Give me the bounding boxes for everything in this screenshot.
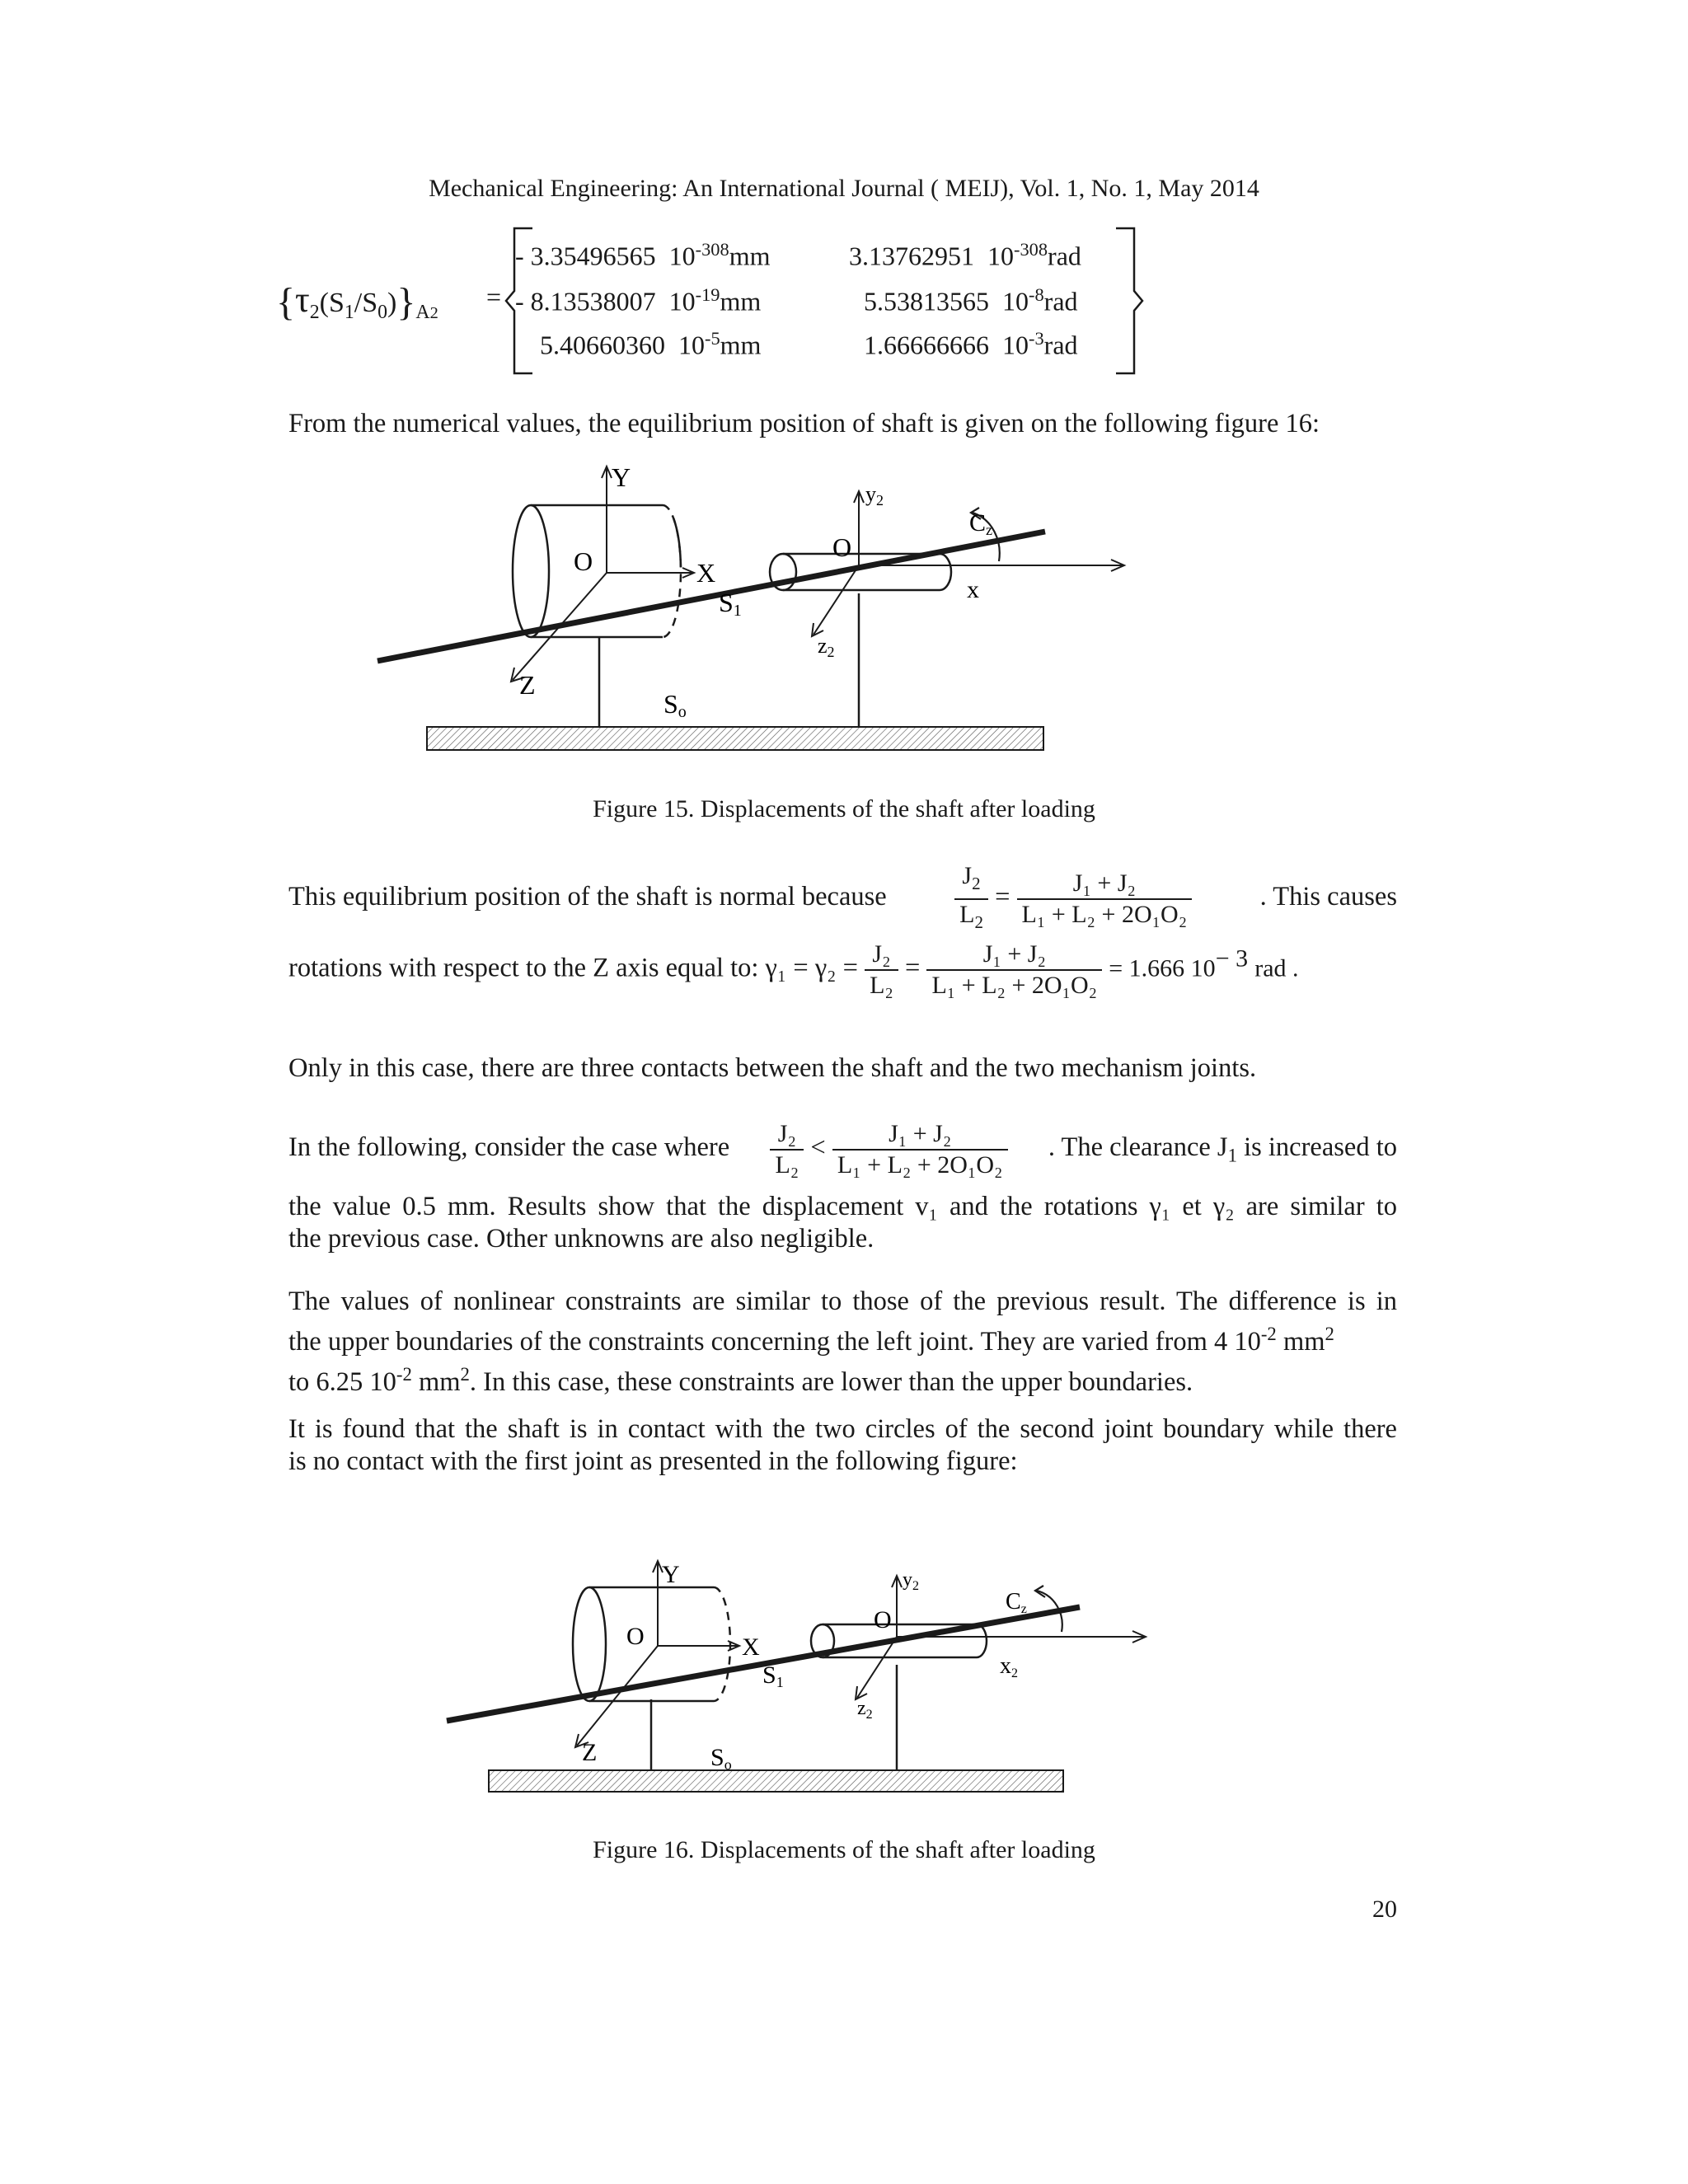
p5-end-a: . The clearance J: [1048, 1132, 1228, 1163]
right-bearing-back: [977, 1624, 987, 1657]
p6-line3-b: mm: [418, 1366, 461, 1397]
r1c1-unit: mm: [729, 241, 771, 271]
p5-end-sub: 1: [1227, 1145, 1237, 1166]
p3-unit: rad .: [1254, 954, 1299, 982]
lhs-args: (S: [319, 288, 345, 318]
r1c2-exp: -308: [1014, 239, 1048, 260]
left-bearing-front: [513, 505, 549, 637]
paragraph-contact-second-joint: [288, 1413, 1397, 1478]
p2-frac1-den-sub: 2: [974, 912, 983, 932]
lhs-A-sub: 2: [429, 303, 438, 322]
label-y2: y2: [865, 482, 884, 509]
p3-result-exp: − 3: [1215, 944, 1249, 972]
label-So: So: [710, 1744, 732, 1773]
label-Cz: Cz: [969, 509, 993, 538]
p2-start: This equilibrium position of the shaft is normal because: [288, 882, 887, 912]
matrix-row-1-col-2: [849, 239, 1081, 272]
p5-frac1: [770, 1119, 804, 1180]
shaft: [377, 532, 1045, 661]
page-number: 20: [1372, 1896, 1397, 1923]
r2c1-exp: -19: [695, 284, 720, 305]
lhs-brace-open: {: [276, 280, 296, 324]
paragraph-following-case-rest: [288, 1191, 1397, 1255]
p2-frac2: [1017, 869, 1193, 930]
lhs-brace-close: }: [396, 280, 416, 324]
figure-16-caption: Figure 16. Displacements of the shaft after loading: [593, 1836, 1095, 1863]
r3c1-unit: mm: [720, 330, 762, 360]
p2-frac1: [954, 861, 988, 937]
label-S1: S1: [762, 1661, 784, 1690]
p6-line3: [288, 1358, 1397, 1399]
lhs-tau: τ: [295, 279, 310, 320]
p7-line2: is no contact with the first joint as presented in the following figure:: [288, 1446, 1018, 1476]
lhs-args-sub1: 1: [344, 301, 354, 323]
paragraph-normal-because: [288, 861, 1397, 932]
label-y2: $y_2$: [903, 1569, 919, 1593]
torsor-equation: [0, 0, 1688, 387]
r1c1-exp: -308: [695, 239, 729, 260]
p5-frac1-den: L₂: [775, 1151, 799, 1179]
p5-frac2-num: J₁ + J₂: [832, 1119, 1008, 1151]
r2c1-base: 10: [668, 286, 696, 316]
matrix-row-3-col-1: [540, 328, 761, 361]
paragraph-following-case-line1: [288, 1119, 1397, 1185]
r3c1-mantissa: 5.40660360: [540, 330, 665, 360]
label-X: X: [696, 558, 716, 588]
matrix-row-2-col-1: [515, 284, 761, 317]
p5-start: In the following, consider the case where: [288, 1132, 730, 1163]
p2-formula: [954, 861, 1192, 937]
p2-frac1-num-sub: 2: [972, 874, 981, 893]
right-bearing-back: [940, 554, 951, 590]
lhs-args-mid: /S: [354, 288, 378, 318]
p6-line2-b: mm: [1282, 1326, 1325, 1357]
p2-frac2-den: L₁ + L₂ + 2O₁O₂: [1021, 901, 1188, 928]
p3-eq: =: [905, 953, 921, 983]
p3-result: = 1.666 10: [1109, 954, 1216, 982]
lhs-args-sub0: 0: [377, 301, 388, 323]
paragraph-rotations: [288, 940, 1397, 1010]
r3c2-base: 10: [1002, 330, 1029, 360]
p6-line3-c: . In this case, these constraints are lower than the upper boundaries.: [469, 1366, 1193, 1397]
label-x: x: [967, 576, 979, 603]
r3c1-base: 10: [678, 330, 705, 360]
label-X: X: [742, 1633, 760, 1661]
left-bearing-back-solid: [663, 505, 681, 637]
label-O1: O: [574, 546, 593, 576]
r2c1-mantissa: - 8.13538007: [515, 286, 656, 316]
p6-line2-exp: -2: [1260, 1324, 1277, 1344]
lhs-close: ): [387, 288, 397, 318]
p3-frac1-den: L₂: [870, 972, 893, 999]
label-z2: z2: [818, 634, 835, 660]
r3c1-exp: -5: [705, 328, 720, 349]
running-header: Mechanical Engineering: An International Journal ( MEIJ), Vol. 1, No. 1, May 2014: [429, 175, 1259, 202]
r1c1-base: 10: [668, 241, 696, 271]
p5-line2: the value 0.5 mm. Results show that the displacement v₁ and the rotations γ₁ et γ₂ are similar to: [288, 1192, 1397, 1221]
label-O2: O: [874, 1606, 892, 1633]
label-Y: Y: [612, 462, 631, 492]
lhs-tau-sub: 2: [309, 301, 320, 323]
p5-formula: [770, 1119, 1007, 1180]
p5-frac2: [832, 1119, 1008, 1180]
r2c1-unit: mm: [720, 286, 762, 316]
label-Z: Z: [519, 670, 536, 700]
p7-line1: It is found that the shaft is in contact with the two circles of the second joint boundary while there: [288, 1414, 1397, 1444]
p6-line2-a: the upper boundaries of the constraints concerning the left joint. They are varied from 4 10: [288, 1326, 1261, 1357]
label-Y: Y: [662, 1561, 680, 1588]
p3-frac2-den: L₁ + L₂ + 2O₁O₂: [931, 972, 1098, 999]
p5-frac2-den: L₁ + L₂ + 2O₁O₂: [837, 1151, 1003, 1179]
left-bearing-back: [663, 505, 681, 637]
label-Z: Z: [582, 1739, 598, 1766]
p6-line3-exp: -2: [396, 1363, 412, 1385]
matrix-row-1-col-1: [515, 239, 770, 272]
figure-16-diagram: [429, 1549, 1170, 1813]
left-bearing-front: [573, 1587, 606, 1701]
p2-eq: =: [995, 882, 1010, 912]
p6-line2: [288, 1318, 1397, 1358]
r2c2-exp: -8: [1029, 284, 1044, 305]
p2-end: . This causes: [1259, 882, 1397, 912]
p6-line3-a: to 6.25 10: [288, 1366, 396, 1397]
ground-plate: [489, 1770, 1063, 1792]
label-S1: S1: [719, 588, 742, 620]
r2c2-mantissa: 5.53813565: [864, 286, 989, 316]
r2c2-unit: rad: [1043, 286, 1078, 316]
r3c2-mantissa: 1.66666666: [864, 330, 989, 360]
label-O1: O: [626, 1623, 645, 1650]
p5-line3: the previous case. Other unknowns are also negligible.: [288, 1224, 874, 1254]
torsor-lhs: [276, 279, 438, 325]
p5-frac1-num: J₂: [770, 1119, 804, 1151]
torsor-equals: =: [486, 282, 502, 312]
matrix-row-3-col-2: [864, 328, 1078, 361]
p3-frac1: [865, 940, 898, 1001]
ground-plate: [427, 727, 1043, 750]
figure-15-caption: Figure 15. Displacements of the shaft after loading: [593, 795, 1095, 823]
p6-line3-exp2: 2: [460, 1363, 470, 1385]
matrix-right-brace: [1113, 227, 1146, 375]
paragraph-intro-figure: From the numerical values, the equilibrium position of shaft is given on the following figure 16:: [288, 409, 1320, 438]
r2c2-base: 10: [1002, 286, 1029, 316]
p3-frac1-num: J₂: [865, 940, 898, 971]
label-x2: x2: [1000, 1653, 1018, 1680]
left-bearing-back: [714, 1587, 730, 1701]
label-So: So: [663, 689, 687, 721]
r1c1-mantissa: - 3.35496565: [515, 241, 656, 271]
p3-start: rotations with respect to the Z axis equal to:: [288, 953, 759, 983]
p5-end-b: is increased to: [1244, 1132, 1397, 1163]
p2-frac1-num: J: [962, 862, 973, 889]
label-z2: $z_2$: [857, 1698, 873, 1722]
figure-15-diagram: [363, 462, 1146, 758]
r3c2-unit: rad: [1043, 330, 1078, 360]
r1c2-base: 10: [987, 241, 1014, 271]
label-O2: O: [832, 532, 852, 562]
r3c2-exp: -3: [1029, 328, 1044, 349]
p6-line2-exp2: 2: [1325, 1324, 1334, 1344]
paragraph-three-contacts: Only in this case, there are three contacts between the shaft and the two mechanism joints.: [288, 1053, 1257, 1083]
label-Cz: Cz: [1006, 1589, 1027, 1616]
p2-frac1-den: L: [959, 901, 975, 928]
p6-line1: The values of nonlinear constraints are similar to those of the previous result. The difference is in: [288, 1286, 1397, 1316]
lhs-A: A: [415, 301, 430, 323]
paragraph-nonlinear-constraints: [288, 1286, 1397, 1399]
p3-frac2: [926, 940, 1102, 1001]
p3-frac2-num: J₁ + J₂: [926, 940, 1102, 971]
p3-gammas: γ₁ = γ₂ =: [765, 953, 858, 983]
p5-lt: <: [810, 1132, 826, 1163]
r1c2-unit: rad: [1048, 241, 1081, 271]
r1c2-mantissa: 3.13762951: [849, 241, 974, 271]
p2-frac2-num: J₁ + J₂: [1017, 869, 1193, 900]
matrix-row-2-col-2: [864, 284, 1078, 317]
